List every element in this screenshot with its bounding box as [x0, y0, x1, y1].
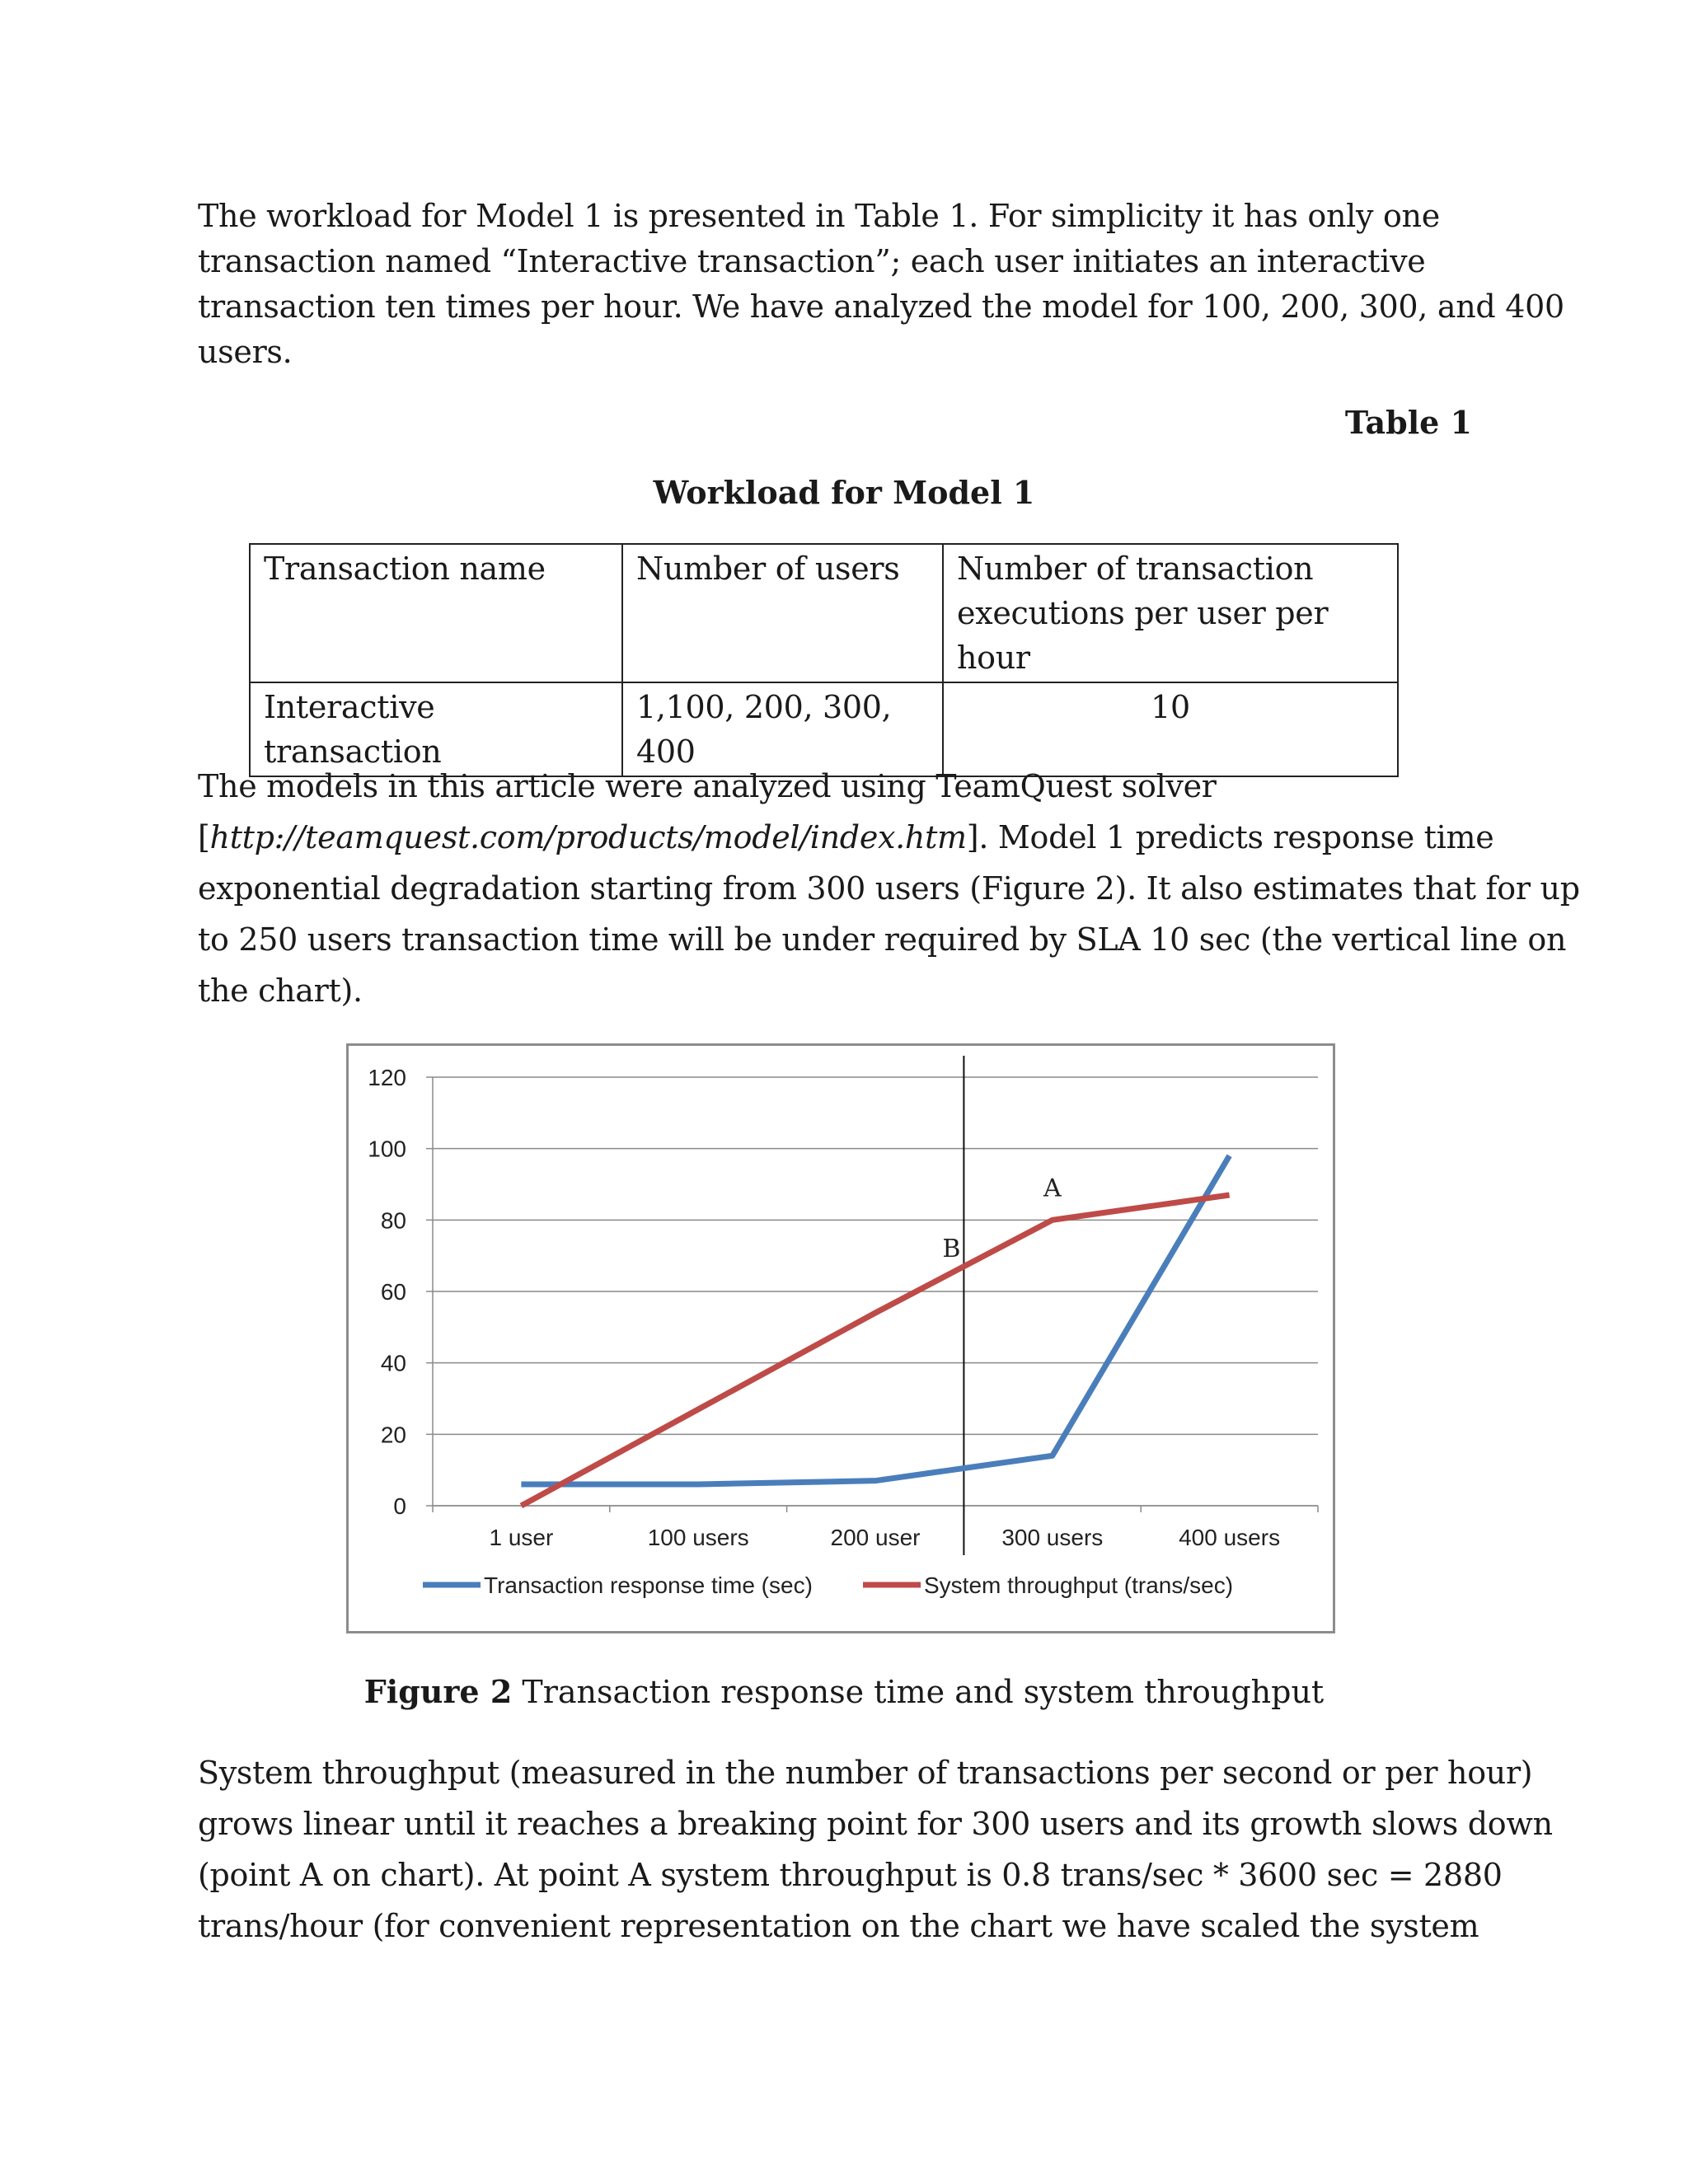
- x-tick-label: 400 users: [1179, 1525, 1281, 1550]
- x-tick-label: 300 users: [1001, 1525, 1104, 1550]
- y-tick-label: 100: [368, 1136, 406, 1162]
- text-line: to 250 users transaction time will be under required by SLA 10 sec (the vertical line on: [198, 921, 1567, 958]
- workload-table: [249, 543, 1399, 777]
- text-line: The models in this article were analyzed using TeamQuest solver: [198, 768, 1217, 804]
- text-line: the chart).: [198, 972, 363, 1009]
- intro-paragraph: [198, 194, 1564, 375]
- text-line: transaction ten times per hour. We have analyzed the model for 100, 200, 300, and 400: [198, 288, 1564, 325]
- series-line: [521, 1155, 1229, 1484]
- text-fragment: ]. Model 1 predicts response time: [966, 819, 1494, 855]
- text-line: [198, 812, 1494, 863]
- legend-label: Transaction response time (sec): [484, 1572, 813, 1598]
- table-header-cell: Number of transaction executions per user per hour: [943, 544, 1398, 682]
- figure-caption: [0, 1673, 1688, 1710]
- table-cell: Interactive transaction: [250, 682, 622, 776]
- text-line: (point A on chart). At point A system throughput is 0.8 trans/sec * 3600 sec = 2880: [198, 1857, 1503, 1893]
- x-tick-label: 1 user: [489, 1525, 554, 1550]
- y-tick-label: 20: [380, 1422, 406, 1448]
- y-tick-label: 40: [380, 1350, 406, 1376]
- text-line: transaction named “Interactive transaction”; each user initiates an interactive: [198, 243, 1426, 279]
- table-header-cell: Transaction name: [250, 544, 622, 682]
- bracket: [: [198, 819, 210, 855]
- y-tick-label: 80: [380, 1207, 406, 1234]
- text-line: trans/hour (for convenient representation on the chart we have scaled the system: [198, 1908, 1479, 1944]
- chart-frame: [346, 1043, 1335, 1633]
- text-line: The workload for Model 1 is presented in Table 1. For simplicity it has only one: [198, 198, 1440, 234]
- text-line: System throughput (measured in the number of transactions per second or per hour): [198, 1755, 1533, 1791]
- y-tick-label: 120: [368, 1065, 406, 1090]
- table-label: Table 1: [1344, 404, 1472, 441]
- table-cell: 10: [943, 682, 1398, 776]
- text-line: users.: [198, 334, 293, 370]
- table-title: Workload for Model 1: [653, 474, 1035, 511]
- url-link[interactable]: http://teamquest.com/products/model/index.htm: [209, 819, 967, 855]
- point-annotation: A: [1043, 1174, 1062, 1203]
- figure-label: Figure 2: [363, 1673, 513, 1710]
- table-cell: 1,100, 200, 300, 400: [622, 682, 943, 776]
- throughput-paragraph: [198, 1747, 1553, 1952]
- figure-caption-text: Transaction response time and system throughput: [512, 1674, 1325, 1710]
- table-header-cell: Number of users: [622, 544, 943, 682]
- x-tick-label: 100 users: [647, 1525, 749, 1550]
- y-tick-label: 0: [393, 1493, 406, 1519]
- x-tick-label: 200 user: [830, 1525, 921, 1550]
- text-line: grows linear until it reaches a breaking point for 300 users and its growth slows down: [198, 1806, 1553, 1842]
- point-annotation: B: [942, 1235, 961, 1263]
- legend-label: System throughput (trans/sec): [924, 1572, 1234, 1598]
- text-line: exponential degradation starting from 300 users (Figure 2). It also estimates that for up: [198, 870, 1580, 907]
- analysis-paragraph: [198, 761, 1580, 1016]
- table-header-row: [250, 544, 1398, 682]
- series-line: [521, 1195, 1229, 1506]
- y-tick-label: 60: [380, 1279, 406, 1305]
- line-chart: [349, 1046, 1333, 1631]
